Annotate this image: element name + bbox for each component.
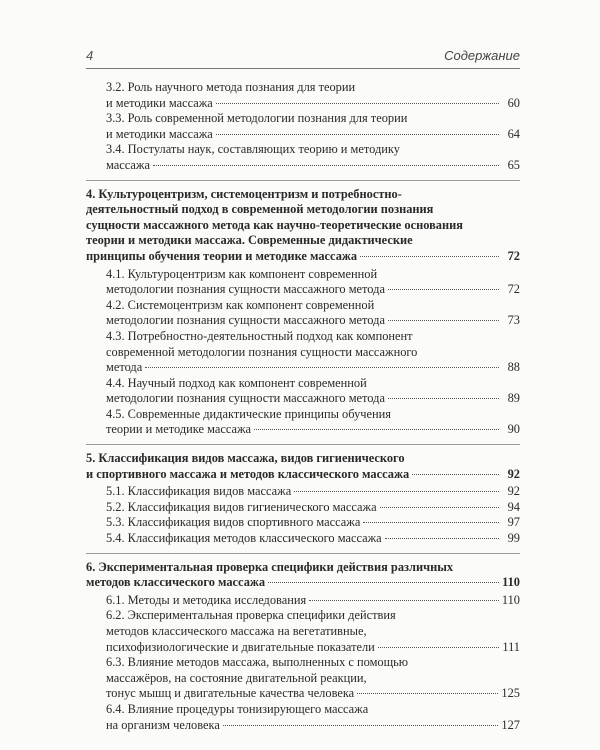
dot-leader bbox=[385, 538, 499, 539]
entry-last-line bbox=[106, 640, 520, 656]
page-ref: 88 bbox=[507, 360, 520, 375]
toc-entry[interactable] bbox=[86, 407, 520, 438]
page-ref: 72 bbox=[507, 248, 520, 263]
page-ref: 89 bbox=[507, 391, 520, 406]
page-ref: 92 bbox=[507, 484, 520, 499]
entry-title-text: 5.2. Классификация видов гигиенического массажа bbox=[106, 499, 377, 514]
chapter-entry[interactable] bbox=[86, 187, 520, 265]
entry-line: 6.4. Влияние процедуры тонизирующего массажа bbox=[106, 701, 369, 716]
entry-last-line bbox=[106, 127, 520, 143]
page-ref: 64 bbox=[507, 126, 520, 141]
entry-line: сущности массажного метода как научно-теоретические основания bbox=[86, 217, 463, 232]
entry-title-text: методов классического массажа bbox=[86, 575, 266, 590]
page-ref: 94 bbox=[507, 499, 520, 514]
table-of-contents bbox=[86, 80, 520, 737]
entry-title-text: психофизиологические и двигательные показатели bbox=[106, 639, 375, 654]
entry-last-line bbox=[106, 282, 520, 298]
chapter-entry[interactable] bbox=[86, 451, 520, 482]
toc-entry[interactable] bbox=[86, 655, 520, 702]
page-ref: 65 bbox=[507, 157, 520, 172]
entry-title-text: 5.3. Классификация видов спортивного массажа bbox=[106, 515, 361, 530]
toc-section bbox=[86, 444, 520, 551]
toc-entry[interactable] bbox=[86, 80, 520, 111]
entry-line: методов классического массажа на вегетативные, bbox=[106, 624, 367, 638]
dot-leader bbox=[357, 693, 498, 694]
entry-line: 3.3. Роль современной методологии познания для теории bbox=[106, 111, 408, 126]
toc-section bbox=[86, 180, 520, 443]
toc-entry[interactable] bbox=[86, 702, 520, 733]
dot-leader bbox=[294, 491, 499, 492]
entry-line: 3.2. Роль научного метода познания для теории bbox=[106, 80, 356, 94]
entry-line: 4.3. Потребностно-деятельностный подход как компонент bbox=[106, 328, 413, 343]
toc-entry[interactable] bbox=[86, 142, 520, 173]
dot-leader bbox=[153, 165, 499, 166]
entry-line: теории и методики массажа. Современные дидактические bbox=[86, 233, 413, 248]
entry-title-text: и методики массажа bbox=[106, 126, 213, 141]
page-ref: 99 bbox=[507, 531, 520, 546]
page-ref: 111 bbox=[502, 639, 520, 654]
dot-leader bbox=[216, 103, 499, 104]
running-head-title: Содержание bbox=[444, 48, 520, 63]
dot-leader bbox=[216, 134, 499, 135]
entry-last-line bbox=[106, 422, 520, 438]
page-number: 4 bbox=[86, 48, 94, 63]
toc-section bbox=[86, 80, 520, 178]
toc-entry[interactable] bbox=[86, 531, 520, 547]
entry-line: массажёров, на состояние двигательной реакции, bbox=[106, 670, 367, 685]
entry-last-line bbox=[106, 593, 520, 609]
entry-line: 6. Экспериментальная проверка специфики действия различных bbox=[86, 559, 454, 574]
entry-line: 6.3. Влияние методов массажа, выполненных с помощью bbox=[106, 655, 409, 670]
entry-title-text: теории и методике массажа bbox=[106, 422, 252, 437]
entry-last-line bbox=[106, 158, 520, 174]
dot-leader bbox=[268, 582, 499, 583]
entry-last-line bbox=[86, 249, 520, 265]
page-ref: 73 bbox=[507, 313, 520, 328]
entry-last-line bbox=[106, 313, 520, 329]
entry-title-text: принципы обучения теории и методике массажа bbox=[86, 248, 358, 263]
dot-leader bbox=[412, 474, 499, 475]
dot-leader bbox=[380, 507, 499, 508]
entry-last-line bbox=[106, 360, 520, 376]
dot-leader bbox=[388, 289, 499, 290]
entry-title-text: методологии познания сущности массажного метода bbox=[106, 391, 385, 406]
entry-last-line bbox=[106, 515, 520, 531]
toc-entry[interactable] bbox=[86, 267, 520, 298]
toc-entry[interactable] bbox=[86, 111, 520, 142]
entry-last-line bbox=[106, 531, 520, 547]
toc-entry[interactable] bbox=[86, 484, 520, 500]
dot-leader bbox=[309, 600, 499, 601]
entry-line: 4.2. Системоцентризм как компонент современной bbox=[106, 297, 375, 312]
toc-section bbox=[86, 553, 520, 738]
entry-line: 4.5. Современные дидактические принципы обучения bbox=[106, 406, 391, 421]
entry-last-line bbox=[106, 484, 520, 500]
toc-entry[interactable] bbox=[86, 376, 520, 407]
entry-title-text: методологии познания сущности массажного метода bbox=[106, 313, 385, 328]
page-ref: 110 bbox=[502, 575, 520, 590]
entry-title-text: тонус мышц и двигательные качества человека bbox=[106, 686, 355, 701]
page-ref: 92 bbox=[507, 466, 520, 481]
page-ref: 90 bbox=[507, 422, 520, 437]
entry-line: деятельностный подход в современной методологии познания bbox=[86, 202, 434, 217]
toc-entry[interactable] bbox=[86, 329, 520, 376]
page-ref: 60 bbox=[507, 95, 520, 110]
dot-leader bbox=[254, 429, 499, 430]
page-ref: 125 bbox=[501, 686, 520, 701]
toc-entry[interactable] bbox=[86, 298, 520, 329]
dot-leader bbox=[363, 522, 499, 523]
page-ref: 110 bbox=[501, 592, 520, 607]
entry-line: 4. Культуроцентризм, системоцентризм и потребностно- bbox=[86, 186, 402, 201]
entry-title-text: методологии познания сущности массажного метода bbox=[106, 282, 385, 297]
toc-entry[interactable] bbox=[86, 593, 520, 609]
entry-line: современной методологии познания сущности массажного bbox=[106, 344, 418, 359]
entry-last-line bbox=[106, 718, 520, 734]
entry-line: 6.2. Экспериментальная проверка специфики действия bbox=[106, 608, 396, 623]
entry-last-line bbox=[106, 391, 520, 407]
page-ref: 127 bbox=[501, 717, 520, 732]
entry-title-text: массажа bbox=[106, 157, 150, 172]
entry-title-text: метода bbox=[106, 360, 143, 375]
entry-last-line bbox=[86, 467, 520, 483]
dot-leader bbox=[360, 256, 499, 257]
entry-line: 5. Классификация видов массажа, видов гигиенического bbox=[86, 451, 405, 466]
dot-leader bbox=[223, 725, 499, 726]
entry-title-text: 5.4. Классификация методов классического массажа bbox=[106, 531, 382, 546]
running-head bbox=[86, 46, 520, 69]
entry-line: 3.4. Постулаты наук, составляющих теорию и методику bbox=[106, 142, 400, 157]
entry-title-text: 6.1. Методы и методика исследования bbox=[106, 592, 307, 607]
toc-entry[interactable] bbox=[86, 515, 520, 531]
page-ref: 72 bbox=[507, 282, 520, 297]
page-ref: 97 bbox=[507, 515, 520, 530]
entry-line: 4.1. Культуроцентризм как компонент современной bbox=[106, 266, 378, 281]
entry-title-text: и спортивного массажа и методов классического массажа bbox=[86, 466, 410, 481]
entry-last-line bbox=[106, 500, 520, 516]
toc-entry[interactable] bbox=[86, 608, 520, 655]
toc-entry[interactable] bbox=[86, 500, 520, 516]
dot-leader bbox=[378, 647, 499, 648]
dot-leader bbox=[388, 320, 499, 321]
dot-leader bbox=[145, 367, 499, 368]
entry-title-text: 5.1. Классификация видов массажа bbox=[106, 484, 292, 499]
entry-last-line bbox=[106, 96, 520, 112]
entry-last-line bbox=[86, 575, 520, 591]
entry-title-text: на организм человека bbox=[106, 717, 220, 732]
dot-leader bbox=[388, 398, 499, 399]
entry-title-text: и методики массажа bbox=[106, 95, 213, 110]
chapter-entry[interactable] bbox=[86, 560, 520, 591]
entry-line: 4.4. Научный подход как компонент современной bbox=[106, 375, 367, 390]
entry-last-line bbox=[106, 686, 520, 702]
